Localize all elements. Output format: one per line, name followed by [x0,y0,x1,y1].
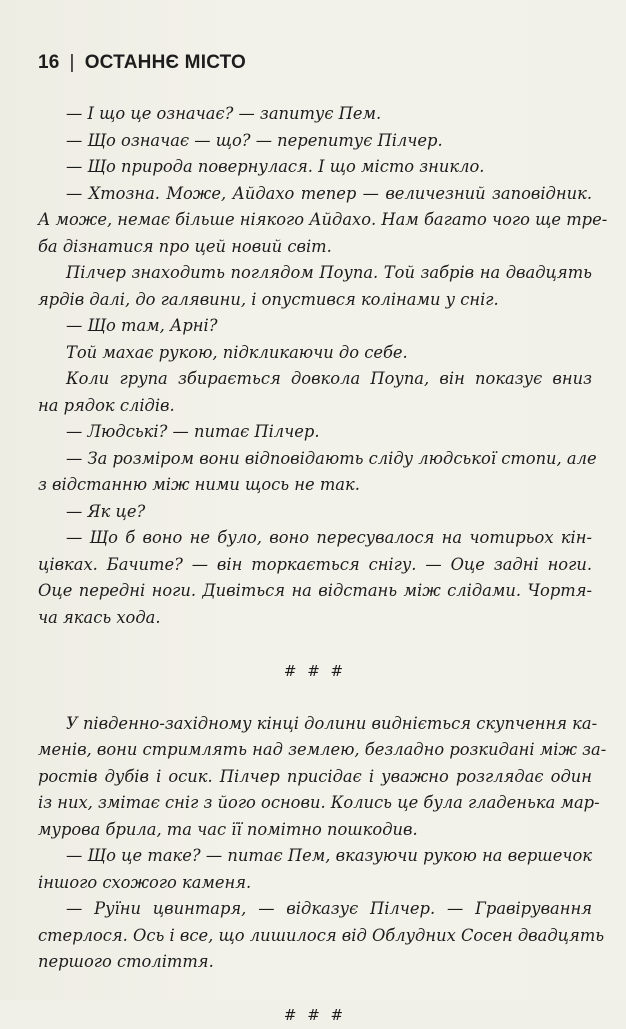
body-text [38,101,608,1029]
text-line: — Що природа повернулася. І що місто зникло. [66,157,485,176]
text-line: ча якась хода. [38,607,161,627]
text-line: Пілчер знаходить поглядом Поупа. Той забрів на двадцять [66,263,592,282]
text-line: — І що це означає? — запитує Пем. [66,104,382,123]
text-line: першого століття. [38,952,214,971]
spacer [38,976,592,1003]
text-line: — За розміром вони відповідають сліду людської стопи, але [66,448,597,468]
text-line: Оце передні ноги. Дивіться на відстань між слідами. Чортя- [38,581,592,600]
text-line: мурова брила, та час її помітно пошкодив. [38,819,418,839]
text-line: Коли група збирається довкола Поупа, він показує вниз [66,369,592,388]
text-line: ростів дубів і осик. Пілчер присідає і уважно розглядає один [38,766,592,786]
running-header [38,52,246,74]
text-line: цівках. Бачите? — він торкається снігу. — Оце задні ноги. [38,554,592,574]
text-line: на рядок слідів. [38,395,175,415]
text-line: У південно-західному кінці долини видніється скупчення ка- [66,713,598,733]
text-line: Той махає рукою, підкликаючи до себе. [66,342,408,362]
cemetery-block [38,711,607,976]
scene-break: # # # [283,1006,347,1024]
text-line: ба дізнатися про цей новий світ. [38,236,332,256]
text-line: — Хтозна. Може, Айдахо тепер — величезний заповідник. [66,183,592,203]
text-line: іншого схожого каменя. [38,872,252,892]
text-line: ярдів далі, до галявини, і опустився колінами у сніг. [38,289,499,309]
header-separator: | [69,52,75,73]
text-line: — Руїни цвинтаря, — відказує Пілчер. — Гравірування [66,899,592,918]
text-line: — Що це таке? — питає Пем, вказуючи рукою на вершечок [66,846,592,865]
text-line: — Людські? — питає Пілчер. [66,422,320,441]
spacer [38,684,592,711]
text-line: стерлося. Ось і все, що лишилося від Облудних Сосен двадцять [38,925,605,945]
text-line: — Що там, Арні? [66,316,218,335]
text-line: з відстанню між ними щось не так. [38,475,360,494]
page-number: 16 [38,52,60,73]
text-line: А може, немає більше ніякого Айдахо. Нам багато чого ще тре- [38,210,608,229]
text-line: — Що б воно не було, воно пересувалося на чотирьох кін- [66,528,592,547]
book-title: ОСТАННЄ МІСТО [84,52,246,73]
text-line: із них, змітає сніг з його основи. Колись це була гладенька мар- [38,793,600,812]
spacer [38,631,592,658]
text-line: — Як це? [66,501,146,521]
scene-break: # # # [283,661,347,680]
dialogue-block [38,101,608,631]
text-line: менів, вони стримлять над землею, безладно розкидані між за- [38,740,607,759]
text-line: — Що означає — що? — перепитує Пілчер. [66,130,443,150]
